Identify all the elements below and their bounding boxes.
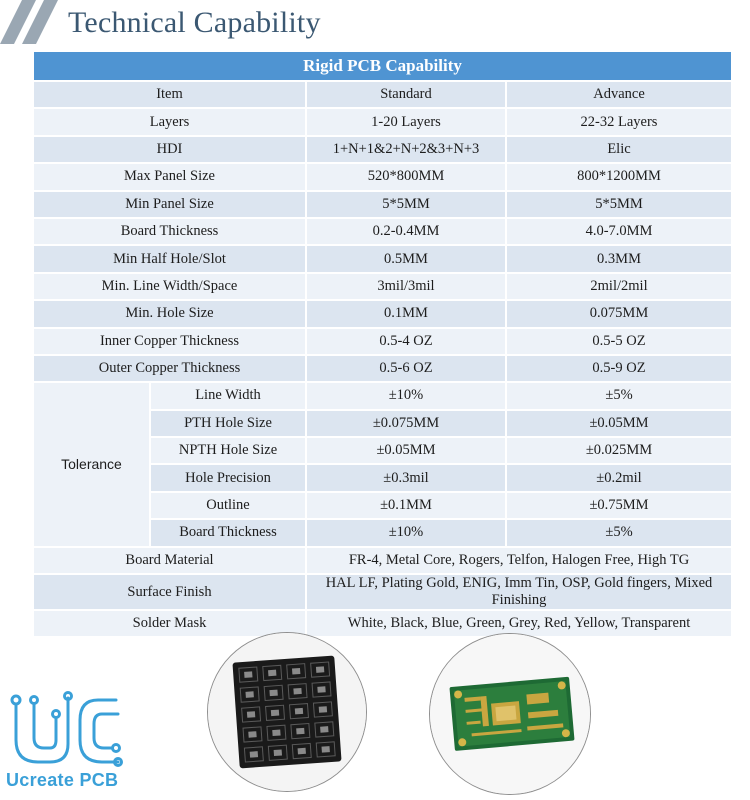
table-row — [33, 191, 732, 218]
row-advance: 2mil/2mil — [506, 273, 732, 300]
row-item: HDI — [33, 136, 306, 163]
row-value: HAL LF, Plating Gold, ENIG, Imm Tin, OSP, Gold fingers, Mixed Finishing — [306, 574, 732, 610]
row-standard: 0.5-4 OZ — [306, 328, 506, 355]
black-pcb-image — [208, 633, 366, 791]
row-item: Surface Finish — [33, 574, 306, 610]
row-standard: 520*800MM — [306, 163, 506, 190]
table-row — [33, 574, 732, 610]
row-standard: 0.5-6 OZ — [306, 355, 506, 382]
table-row — [33, 547, 732, 574]
row-advance: 4.0-7.0MM — [506, 218, 732, 245]
row-standard: 1+N+1&2+N+2&3+N+3 — [306, 136, 506, 163]
table-row — [33, 218, 732, 245]
row-item: Board Thickness — [33, 218, 306, 245]
row-standard: 5*5MM — [306, 191, 506, 218]
green-pcb-photo — [429, 633, 591, 795]
row-advance: 0.5-9 OZ — [506, 355, 732, 382]
tolerance-advance: ±0.05MM — [506, 410, 732, 437]
tolerance-advance: ±0.75MM — [506, 492, 732, 519]
column-header-item: Item — [33, 81, 306, 108]
row-standard: 3mil/3mil — [306, 273, 506, 300]
row-advance: 5*5MM — [506, 191, 732, 218]
table-row — [33, 163, 732, 190]
tolerance-advance: ±5% — [506, 519, 732, 546]
row-item: Outer Copper Thickness — [33, 355, 306, 382]
row-standard: 0.1MM — [306, 300, 506, 327]
green-pcb-image — [430, 634, 590, 794]
tolerance-standard: ±0.075MM — [306, 410, 506, 437]
row-advance: 0.075MM — [506, 300, 732, 327]
row-standard: 0.5MM — [306, 245, 506, 272]
row-advance: 800*1200MM — [506, 163, 732, 190]
row-item: Solder Mask — [33, 610, 306, 637]
row-value: White, Black, Blue, Green, Grey, Red, Yellow, Transparent — [306, 610, 732, 637]
row-advance: 0.3MM — [506, 245, 732, 272]
row-item: Min. Line Width/Space — [33, 273, 306, 300]
table-row — [33, 355, 732, 382]
row-advance: Elic — [506, 136, 732, 163]
logo-text: Ucreate PCB — [6, 770, 119, 790]
table-row — [33, 136, 732, 163]
row-value: FR-4, Metal Core, Rogers, Telfon, Halogen Free, High TG — [306, 547, 732, 574]
tolerance-advance: ±0.025MM — [506, 437, 732, 464]
column-header-standard: Standard — [306, 81, 506, 108]
table-row — [33, 300, 732, 327]
tolerance-advance: ±0.2mil — [506, 464, 732, 491]
corner-stripes-decoration — [0, 0, 62, 44]
tolerance-item: Line Width — [150, 382, 306, 409]
row-item: Min Panel Size — [33, 191, 306, 218]
table-row — [33, 382, 732, 409]
black-pcb-photo — [207, 632, 367, 792]
tolerance-advance: ±5% — [506, 382, 732, 409]
column-header-advance: Advance — [506, 81, 732, 108]
tolerance-standard: ±0.3mil — [306, 464, 506, 491]
tolerance-label: Tolerance — [33, 382, 150, 546]
row-item: Max Panel Size — [33, 163, 306, 190]
table-row — [33, 328, 732, 355]
row-item: Min Half Hole/Slot — [33, 245, 306, 272]
table-row — [33, 245, 732, 272]
tolerance-standard: ±10% — [306, 519, 506, 546]
tolerance-item: PTH Hole Size — [150, 410, 306, 437]
capability-table — [33, 51, 732, 637]
table-header: Rigid PCB Capability — [33, 51, 732, 81]
tolerance-standard: ±0.05MM — [306, 437, 506, 464]
row-advance: 0.5-5 OZ — [506, 328, 732, 355]
table-row — [33, 273, 732, 300]
tolerance-standard: ±10% — [306, 382, 506, 409]
row-item: Min. Hole Size — [33, 300, 306, 327]
tolerance-item: Board Thickness — [150, 519, 306, 546]
tolerance-standard: ±0.1MM — [306, 492, 506, 519]
tolerance-item: Hole Precision — [150, 464, 306, 491]
tolerance-item: Outline — [150, 492, 306, 519]
row-standard: 0.2-0.4MM — [306, 218, 506, 245]
row-item: Layers — [33, 108, 306, 135]
table-row — [33, 108, 732, 135]
row-advance: 22-32 Layers — [506, 108, 732, 135]
row-item: Inner Copper Thickness — [33, 328, 306, 355]
row-standard: 1-20 Layers — [306, 108, 506, 135]
row-item: Board Material — [33, 547, 306, 574]
tolerance-item: NPTH Hole Size — [150, 437, 306, 464]
page-title: Technical Capability — [68, 6, 321, 39]
table-row — [33, 610, 732, 637]
